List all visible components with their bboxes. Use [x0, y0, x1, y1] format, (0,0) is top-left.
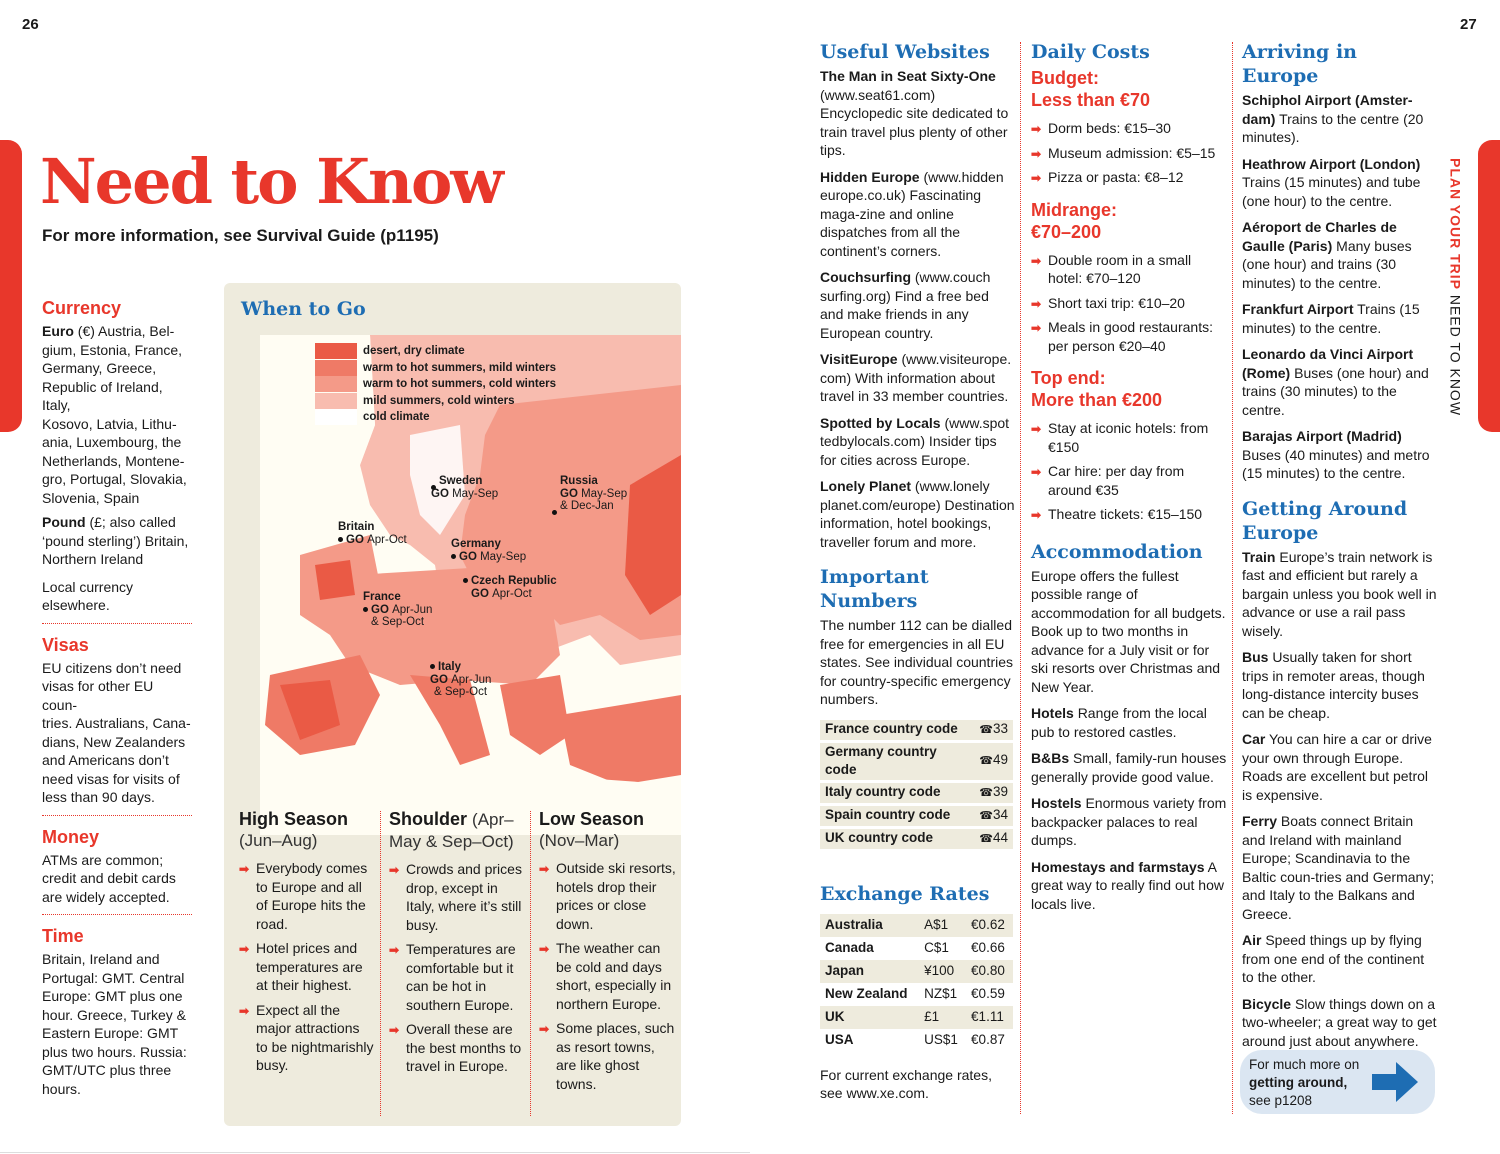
more-info-text: For much more on getting around, see p1208	[1249, 1057, 1360, 1108]
bullet-item: ➡ Some places, such as resort towns, are like ghost towns.	[539, 1020, 675, 1092]
websites-column	[820, 40, 1015, 1111]
bullet-arrow-icon: ➡	[1031, 296, 1042, 311]
bullet-item: ➡ Everybody comes to Europe and all of Europe hits the road.	[239, 860, 368, 932]
map-legend	[315, 343, 556, 426]
marker-russia: Russia GO May-Sep & Dec-Jan	[552, 482, 627, 520]
season-high: High Season (Jun–Aug) ➡ Everybody comes to Europe and all of Europe hits the road. ➡ Hotel prices and temperatures are at their highest. ➡ Expect all the major attractions to be nightmarishly busy.	[239, 809, 374, 1073]
costs-column	[1031, 40, 1227, 921]
phone-icon: ☎	[979, 786, 993, 799]
accommodation-heading: Accommodation	[1031, 540, 1203, 563]
more-info-box[interactable]	[1240, 1050, 1435, 1114]
bullet-arrow-icon: ➡	[1031, 171, 1042, 185]
divider	[1232, 42, 1233, 1114]
phone-icon: ☎	[979, 755, 993, 768]
bullet-arrow-icon: ➡	[539, 862, 550, 876]
arrival-item: Frankfurt Airport Trains (15 minutes) to the centre.	[1242, 301, 1420, 336]
exchange-rates-table	[820, 914, 1013, 1052]
table-row: UK £1 €1.11	[820, 1006, 1013, 1029]
page-number-right: 27	[1460, 16, 1477, 33]
bullet-arrow-icon: ➡	[1031, 122, 1042, 136]
bullet-item: ➡ Outside ski resorts, hotels drop their prices or close down.	[539, 860, 676, 932]
website-item: Lonely Planet (www.lonely planet.com/europe) Destination information, hotel bookings, traveller forum and more.	[820, 478, 1015, 550]
tier-topend-heading: Top end: More than €200	[1031, 368, 1163, 410]
bullet-item: ➡ Dorm beds: €15–30	[1031, 119, 1227, 138]
daily-costs-heading: Daily Costs	[1031, 41, 1150, 63]
website-item: Hidden Europe (www.hidden europe.co.uk) Fascinating maga-zine and online dispatches from all the continent’s corners.	[820, 168, 1004, 259]
table-row: USA US$1 €0.87	[825, 1031, 1005, 1047]
table-row: Spain country code ☎34	[820, 806, 1013, 826]
page-bottom-rule	[0, 1152, 750, 1153]
divider	[1020, 42, 1021, 1114]
table-row: Italy country code ☎39	[820, 783, 1013, 803]
important-numbers-intro: The number 112 can be dialled free for emergencies in all EU states. See individual countries for country-specific emergency numbers.	[820, 617, 1013, 707]
bullet-item: ➡ Theatre tickets: €15–150	[1031, 505, 1227, 524]
table-row: Japan ¥100 €0.80	[820, 960, 1013, 983]
bullet-item: ➡ Temperatures are comfortable but it can be hot in southern Europe.	[389, 941, 516, 1013]
legend-item: cold climate	[315, 409, 556, 426]
season-low: Low Season (Nov–Mar) ➡ Outside ski resorts, hotels drop their prices or close down. ➡ The weather can be cold and days short, especially in northern Europe. ➡ Some places, such as resort towns, are like ghost towns.	[539, 809, 676, 1092]
transport-item: Bus Usually taken for short trips in remoter areas, though long-distance intercity buses can be cheap.	[1242, 649, 1425, 721]
phone-icon: ☎	[979, 723, 993, 736]
accommodation-item: B&Bs Small, family-run houses generally provide good value.	[1031, 750, 1227, 785]
bullet-arrow-icon: ➡	[389, 1023, 400, 1037]
side-tab-label: PLAN YOUR TRIP NEED TO KNOW	[1447, 158, 1464, 417]
phone-icon: ☎	[979, 832, 993, 845]
website-item: Spotted by Locals (www.spot tedbylocals.com) Insider tips for cities across Europe.	[820, 414, 1010, 468]
marker-france: France GO Apr-Jun & Sep-Oct	[363, 591, 433, 628]
divider	[42, 914, 192, 915]
page-number-left: 26	[22, 16, 39, 33]
page-subtitle: For more information, see Survival Guide (p1195)	[42, 226, 439, 245]
left-edge-tab	[0, 140, 22, 432]
bullet-arrow-icon: ➡	[539, 1022, 550, 1036]
bullet-item: ➡ Expect all the major attractions to be nightmarishly busy.	[239, 1001, 374, 1073]
marker-sweden: Sweden GO May-Sep	[431, 475, 499, 500]
bullet-arrow-icon: ➡	[389, 863, 400, 877]
visas-heading: Visas	[42, 634, 89, 655]
page-title: Need to Know	[40, 145, 502, 218]
legend-swatch	[315, 360, 357, 376]
marker-italy: Italy GO Apr-Jun & Sep-Oct	[430, 661, 492, 698]
bullet-item: ➡ Pizza or pasta: €8–12	[1031, 168, 1227, 187]
table-row: UK country code ☎44	[820, 829, 1013, 849]
transport-item: Bicycle Slow things down on a two-wheeler; a great way to get around just about anywhere.	[1242, 995, 1437, 1049]
legend-swatch	[315, 393, 357, 409]
right-edge-tab	[1478, 140, 1500, 432]
bullet-item: ➡ Overall these are the best months to travel in Europe.	[389, 1021, 522, 1074]
bullet-item: ➡ Car hire: per day from around €35	[1031, 463, 1185, 498]
arrow-right-icon	[1372, 1062, 1418, 1102]
table-row: Australia A$1 €0.62	[820, 914, 1013, 937]
bullet-arrow-icon: ➡	[1031, 253, 1042, 268]
table-row: France country code ☎33	[820, 720, 1013, 740]
arrival-item: Heathrow Airport (London) Trains (15 minutes) and tube (one hour) to the centre.	[1242, 155, 1421, 209]
phone-icon: ☎	[979, 809, 993, 822]
currency-heading: Currency	[42, 298, 122, 318]
accommodation-item: Hostels Enormous variety from backpacker palaces to real dumps.	[1031, 795, 1227, 848]
bullet-arrow-icon: ➡	[1031, 422, 1042, 436]
legend-item: warm to hot summers, mild winters	[315, 360, 556, 377]
table-row: Germany country code ☎49	[820, 743, 1013, 780]
legend-item: warm to hot summers, cold winters	[315, 376, 556, 393]
legend-item: mild summers, cold winters	[315, 393, 556, 410]
table-row: New Zealand NZ$1 €0.59	[825, 985, 1005, 1001]
bullet-item: ➡ Stay at iconic hotels: from €150	[1031, 420, 1209, 455]
website-item: Couchsurfing (www.couch surfing.org) Find a free bed and make friends in any European country.	[820, 269, 991, 341]
season-shoulder: Shoulder (Apr– May & Sep–Oct) ➡ Crowds and prices drop, except in Italy, where it’s still busy. ➡ Temperatures are comfortable but it can be hot in southern Europe. ➡ Overall these are the best months to travel in Europe.	[389, 808, 527, 1082]
website-item: VisitEurope (www.visiteurope. com) With information about travel in 33 member countries.	[820, 351, 1012, 404]
exchange-rates-footer: For current exchange rates, see www.xe.com.	[820, 1066, 992, 1101]
arriving-heading: Arriving in Europe	[1242, 41, 1357, 87]
bullet-arrow-icon: ➡	[1031, 465, 1042, 479]
bullet-item: ➡ Short taxi trip: €10–20	[1031, 294, 1227, 313]
transport-item: Train Europe’s train network is fast and efficient but rarely a bargain unless you book well in advance or use a rail pass wisely.	[1242, 548, 1437, 639]
time-heading: Time	[42, 926, 84, 946]
transport-item: Air Speed things up by flying from one end of the continent to the other.	[1242, 932, 1425, 985]
legend-swatch	[315, 376, 357, 392]
accommodation-item: Hotels Range from the local pub to restored castles.	[1031, 705, 1207, 740]
website-item: The Man in Seat Sixty-One (www.seat61.com) Encyclopedic site dedicated to train travel plus plenty of other tips.	[820, 68, 1009, 158]
getting-around-heading: Getting Around Europe	[1242, 497, 1408, 544]
exchange-rates-heading: Exchange Rates	[820, 882, 990, 905]
divider	[530, 811, 531, 1116]
left-info-column	[42, 297, 192, 1098]
legend-swatch	[315, 409, 357, 425]
legend-swatch	[315, 343, 357, 359]
bullet-arrow-icon: ➡	[239, 862, 250, 876]
marker-germany: Germany GO May-Sep	[451, 538, 527, 563]
money-heading: Money	[42, 826, 100, 847]
bullet-arrow-icon: ➡	[389, 943, 400, 957]
money-text: ATMs are common; credit and debit cards are widely accepted.	[42, 851, 176, 905]
bullet-item: ➡ Meals in good restaurants: per person €20–40	[1031, 319, 1213, 354]
currency-local: Local currency elsewhere.	[42, 578, 134, 613]
bullet-arrow-icon: ➡	[239, 1003, 250, 1018]
divider	[42, 623, 192, 624]
useful-websites-heading: Useful Websites	[820, 41, 990, 63]
bullet-arrow-icon: ➡	[539, 942, 550, 956]
when-to-go-panel	[224, 283, 681, 1126]
currency-euro: Euro (€) Austria, Bel- gium, Estonia, France, Germany, Greece, Republic of Ireland, Italy, Kosovo, Latvia, Lithu- ania, Luxembourg, the Netherlands, Montene- gro, Portugal, Slovakia, Slovenia, Spain	[42, 323, 187, 506]
tier-midrange-heading: Midrange: €70–200	[1031, 199, 1118, 242]
transport-item: Car You can hire a car or drive your own through Europe. Roads are excellent but petrol is expensive.	[1242, 731, 1432, 803]
divider	[380, 811, 381, 1116]
bullet-arrow-icon: ➡	[1031, 508, 1042, 522]
bullet-arrow-icon: ➡	[1031, 321, 1042, 335]
bullet-item: ➡ Museum admission: €5–15	[1031, 144, 1227, 163]
bullet-item: ➡ Crowds and prices drop, except in Italy, where it’s still busy.	[389, 861, 522, 933]
bullet-item: ➡ Hotel prices and temperatures are at their highest.	[239, 940, 363, 993]
time-text: Britain, Ireland and Portugal: GMT. Central Europe: GMT plus one hour. Greece, Turkey & Eastern Europe: GMT plus two hours. Russia: GMT/UTC plus three hours.	[42, 951, 187, 1097]
arrival-item: Leonardo da Vinci Airport (Rome) Buses (one hour) and trains (30 minutes) to the centre.	[1242, 346, 1429, 418]
important-numbers-heading: Important Numbers	[820, 566, 929, 612]
europe-climate-map	[260, 335, 681, 835]
tier-budget-heading: Budget: Less than €70	[1031, 68, 1151, 110]
table-row: Canada C$1 €0.66	[825, 939, 1005, 955]
accommodation-intro: Europe offers the fullest possible range of accommodation for all budgets. Book up to two months in advance for a July visit or for ski resorts over Christmas and New Year.	[1031, 567, 1226, 695]
when-to-go-heading: When to Go	[241, 298, 366, 320]
bullet-arrow-icon: ➡	[1031, 146, 1042, 161]
transport-column	[1242, 40, 1438, 1058]
bullet-item: ➡ The weather can be cold and days short, especially in northern Europe.	[539, 940, 672, 1012]
marker-czech: Czech Republic GO Apr-Oct	[463, 575, 557, 600]
accommodation-item: Homestays and farmstays A great way to really find out how locals live.	[1031, 858, 1224, 912]
arrival-item: Schiphol Airport (Amster-dam) Trains to the centre (20 minutes).	[1242, 92, 1424, 145]
arrival-item: Barajas Airport (Madrid) Buses (40 minutes) and metro (15 minutes) to the centre.	[1242, 428, 1430, 481]
transport-item: Ferry Boats connect Britain and Ireland with mainland Europe; Scandinavia to the Baltic coun-tries and Germany; and Italy to the Balkans and Greece.	[1242, 813, 1435, 922]
arrival-item: Aéroport de Charles de Gaulle (Paris) Many buses (one hour) and trains (30 minutes) to the centre.	[1242, 219, 1412, 291]
bullet-arrow-icon: ➡	[239, 942, 250, 956]
legend-item: desert, dry climate	[315, 343, 556, 360]
visas-text: EU citizens don’t need visas for other EU coun- tries. Australians, Cana- dians, New Zealanders and Americans don’t need visas for visits of less than 90 days.	[42, 659, 191, 805]
country-codes-table	[820, 717, 1013, 852]
bullet-item: ➡ Double room in a small hotel: €70–120	[1031, 251, 1192, 286]
divider	[42, 815, 192, 816]
marker-britain: Britain GO Apr-Oct	[338, 521, 407, 546]
currency-pound: Pound (£; also called ‘pound sterling’) Britain, Northern Ireland	[42, 514, 189, 567]
